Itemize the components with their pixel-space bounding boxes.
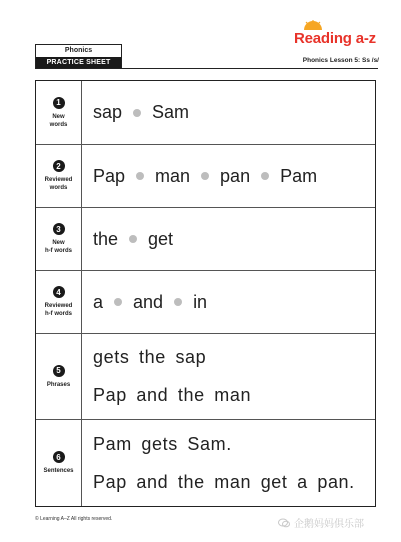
separator-dot: [114, 298, 122, 306]
table-row: [36, 81, 375, 145]
row-label: Phrases: [46, 381, 71, 388]
watermark-text: 企鹅妈妈俱乐部: [294, 519, 364, 530]
sentence: Pap and the man get a pan.: [93, 471, 355, 492]
row-label-cell: [36, 145, 82, 207]
word: sap: [93, 102, 123, 122]
word: in: [193, 291, 208, 312]
row-number-badge: 2: [53, 160, 65, 172]
row-label-cell: [36, 81, 82, 144]
table-row: [36, 208, 375, 271]
sun-icon: [302, 20, 324, 30]
row-content: [82, 334, 375, 419]
header-divider: [35, 68, 378, 69]
header-tab-title: Phonics: [64, 47, 93, 54]
row-content: [82, 420, 375, 506]
row-label: Reviewed h-f words: [44, 303, 73, 317]
word: pan: [220, 165, 251, 186]
word: man: [155, 165, 191, 186]
header-tab-subtitle: PRACTICE SHEET: [36, 57, 121, 68]
row-number-badge: 4: [53, 286, 65, 298]
row-content: [82, 208, 375, 270]
word-list: [93, 290, 375, 314]
word: and: [133, 291, 164, 312]
watermark: [278, 515, 364, 530]
table-row: [36, 334, 375, 420]
separator-dot: [133, 109, 141, 117]
word-list: [93, 164, 375, 188]
word: Pap: [93, 165, 126, 186]
word: a: [93, 291, 104, 312]
word: Sam: [152, 102, 190, 122]
sentence: Pam gets Sam.: [93, 433, 232, 454]
separator-dot: [174, 298, 182, 306]
row-label: New words: [49, 113, 68, 128]
row-number-badge: 6: [53, 451, 65, 463]
lesson-title: Phonics Lesson 5: Ss /s/: [302, 57, 379, 64]
text-line: [93, 470, 375, 494]
row-label: New h-f words: [45, 240, 72, 254]
row-label: Sentences: [43, 468, 74, 474]
row-label-cell: [36, 208, 82, 270]
word: Pam: [280, 165, 318, 186]
copyright-footer: © Learning A–Z All rights reserved.: [35, 516, 113, 522]
practice-table: [35, 80, 376, 507]
table-row: [36, 145, 375, 208]
row-label-cell: [36, 271, 82, 333]
table-row: [36, 271, 375, 334]
row-number-badge: 5: [53, 365, 65, 377]
row-content: [82, 81, 375, 144]
separator-dot: [136, 172, 144, 180]
sentence: Pap and the man: [93, 385, 252, 405]
reading-az-logo: [288, 20, 380, 48]
text-line: [93, 384, 375, 408]
separator-dot: [261, 172, 269, 180]
row-label: Reviewed words: [44, 177, 73, 191]
separator-dot: [201, 172, 209, 180]
row-label-cell: [36, 334, 82, 419]
text-line: [93, 346, 375, 370]
row-number-badge: 1: [53, 97, 65, 109]
separator-dot: [129, 235, 137, 243]
sentence: gets the sap: [93, 347, 207, 367]
header-tab: [35, 44, 122, 69]
word: get: [148, 228, 174, 249]
row-content: [82, 271, 375, 333]
table-row: [36, 420, 375, 506]
row-number-badge: 3: [53, 223, 65, 235]
row-content: [82, 145, 375, 207]
word-list: [93, 101, 375, 125]
word: the: [93, 228, 119, 249]
word-list: [93, 227, 375, 251]
chat-icon: [278, 518, 290, 528]
logo-text: Reading a-z: [294, 30, 376, 47]
text-line: [93, 432, 375, 456]
row-label-cell: [36, 420, 82, 506]
